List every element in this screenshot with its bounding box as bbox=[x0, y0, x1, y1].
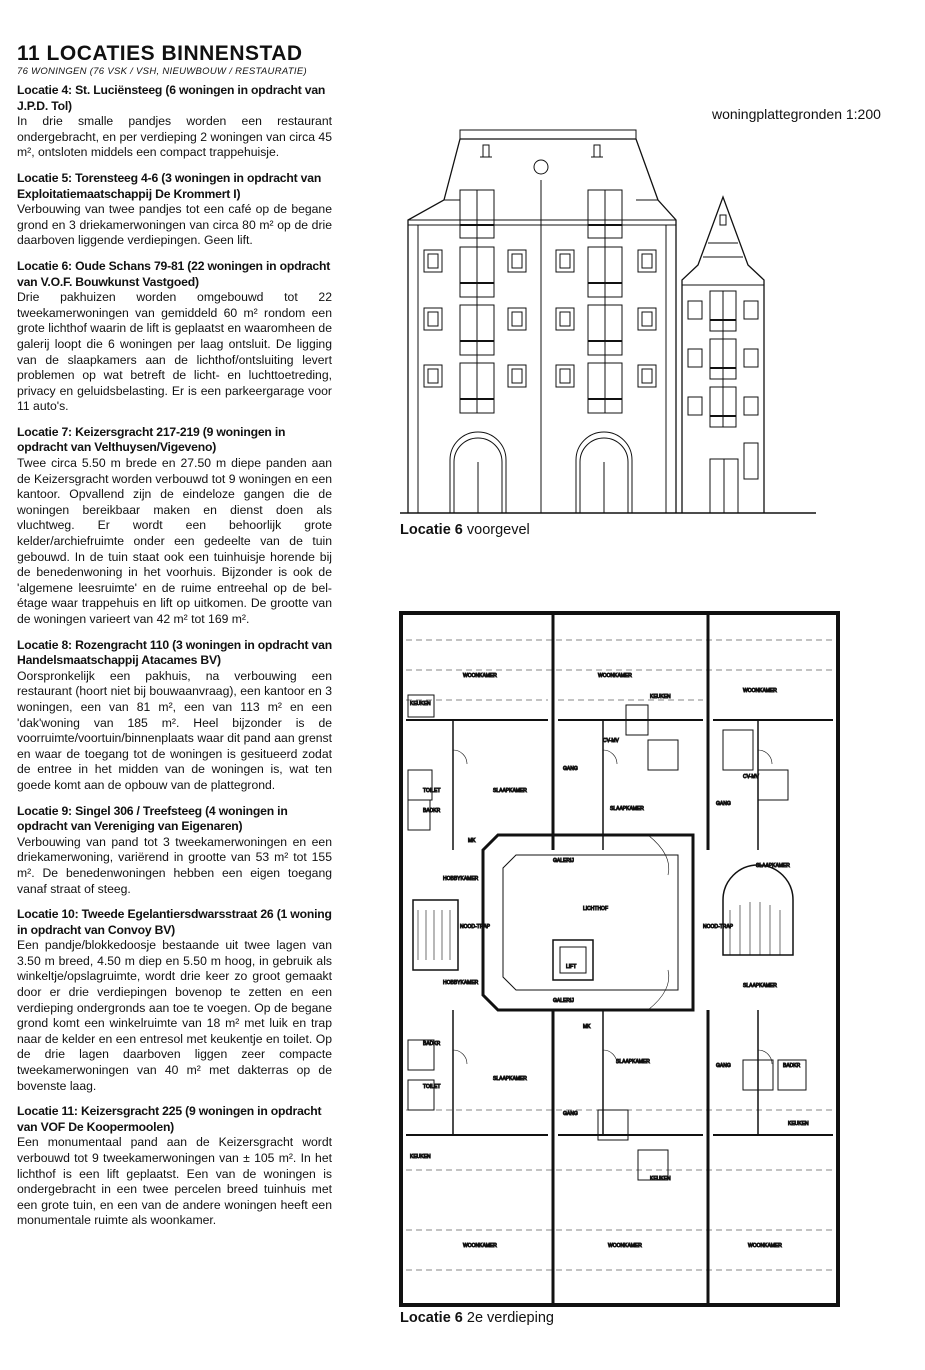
facade-caption-text: voorgevel bbox=[466, 522, 530, 538]
label-badkr: BADKR bbox=[783, 1063, 801, 1069]
facade-drawing bbox=[398, 125, 818, 520]
section-body: Een monumentaal pand aan de Keizersgracht wordt verbouwd tot 9 tweekamerwoningen van ± 105 m². In het lichthof is een lift geplaatst. Een van de woningen is ondergebracht in een twee percelen breed tuinhuis met een grote tuin, en een van de andere woningen heeft een monumentale ruimte als woonkamer. bbox=[17, 1135, 332, 1228]
page-title: 11 LOCATIES BINNENSTAD bbox=[17, 42, 303, 65]
section-locatie-8 bbox=[17, 638, 332, 794]
label-toilet: TOILET bbox=[423, 1084, 441, 1090]
label-keuken: KEUKEN bbox=[410, 701, 431, 707]
label-woonkamer: WOONKAMER bbox=[598, 673, 632, 679]
section-heading: Locatie 11: Keizersgracht 225 (9 woningen in opdracht van VOF De Koopermoolen) bbox=[17, 1104, 322, 1134]
label-cvmv: CV-MV bbox=[743, 774, 759, 780]
label-slaapkamer: SLAAPKAMER bbox=[493, 1076, 527, 1082]
label-noodtrap: NOOD-TRAP bbox=[703, 924, 733, 930]
label-toilet: TOILET bbox=[423, 788, 441, 794]
label-mk: MK bbox=[583, 1024, 591, 1030]
floor-plan-drawing bbox=[398, 610, 841, 1310]
label-woonkamer: WOONKAMER bbox=[608, 1243, 642, 1249]
label-cvmv: CV-MV bbox=[603, 738, 619, 744]
label-woonkamer: WOONKAMER bbox=[748, 1243, 782, 1249]
section-body: In drie smalle pandjes worden een restaurant ondergebracht, en per verdieping 2 woningen van circa 45 m², ontsloten middels een compact trappehuisje. bbox=[17, 114, 332, 160]
label-gang: GANG bbox=[716, 801, 731, 807]
scale-label: woningplattegronden 1:200 bbox=[712, 106, 881, 122]
label-galerij: GALERIJ bbox=[553, 998, 574, 1004]
plan-caption bbox=[400, 1310, 554, 1326]
facade-caption-location: Locatie 6 bbox=[400, 522, 463, 538]
section-locatie-11 bbox=[17, 1104, 332, 1229]
label-slaapkamer: SLAAPKAMER bbox=[610, 806, 644, 812]
label-slaapkamer: SLAAPKAMER bbox=[756, 863, 790, 869]
section-heading: Locatie 9: Singel 306 / Treefsteeg (4 woningen in opdracht van Vereniging van Eigenaren) bbox=[17, 803, 288, 834]
section-body: Verbouwing van twee pandjes tot een café op de begane grond en 3 driekamerwoningen van circa 80 m² op de drie daarboven liggende verdiepingen. Geen lift. bbox=[17, 202, 332, 248]
label-lift: LIFT bbox=[566, 964, 577, 970]
plan-caption-text: 2e verdieping bbox=[466, 1310, 554, 1326]
label-galerij: GALERIJ bbox=[553, 858, 574, 864]
facade-caption bbox=[400, 522, 530, 538]
section-heading: Locatie 7: Keizersgracht 217-219 (9 woningen in opdracht van Velthuysen/Vigeveno) bbox=[17, 424, 286, 455]
label-keuken: KEUKEN bbox=[650, 694, 671, 700]
section-locatie-10 bbox=[17, 907, 332, 1094]
section-locatie-5 bbox=[17, 171, 332, 249]
section-locatie-9 bbox=[17, 804, 332, 898]
section-body: Twee circa 5.50 m brede en 27.50 m diepe panden aan de Keizersgracht worden verbouwd tot 9 woningen en een kantoor. Opvallend zijn de eindeloze gangen die de woningen bereikbaar maken en dienst doen als vluchtweg. Er wordt een behoorlijk grote kelder/archiefruimte onder een gedeelte van de tuin gebouwd. In de tuin staat ook een tuinhuisje horende bij de benedenwoning in het voorhuis. Bijzonder is ook de 'algemene leesruimte' en de ruime entreehal op de bel-étage waar trappehuis en lift op uitkomen. De grootte van de woningen varieert van 42 m² tot 169 m². bbox=[17, 456, 332, 626]
label-slaapkamer: SLAAPKAMER bbox=[743, 983, 777, 989]
section-body: Een pandje/blokkedoosje bestaande uit twee lagen van 3.50 m breed, 4.50 m diep en 5.50 m hoog, in gebruik als winkeltje/opslagruimte, wordt drie keer zo groot gemaakt door er drie verdiepingen bovenop te zetten en een verdieping ondergronds aan toe te voegen. Op de begane grond komt een winkelruimte van 18 m² met luik en trap naar de kelder en een entresol met keukentje en toilet. Op de drie lagen daarboven liggen zeer compacte tweekamerwoningen van 40 m² met dakterras op de bovenste laag. bbox=[17, 938, 332, 1093]
label-gang: GANG bbox=[563, 1111, 578, 1117]
section-locatie-4 bbox=[17, 83, 332, 161]
label-hobbykamer: HOBBYKAMER bbox=[443, 876, 479, 882]
section-body: Verbouwing van pand tot 3 tweekamerwoningen en een driekamerwoning, variërend in grootte van 53 m² tot 155 m². De benedenwoningen hebben een eigen toegang vanaf straat of steeg. bbox=[17, 834, 332, 896]
label-slaapkamer: SLAAPKAMER bbox=[493, 788, 527, 794]
section-body: Drie pakhuizen worden omgebouwd tot 22 tweekamerwoningen van gemiddeld 60 m² rondom een grote lichthof waarin de lift is geplaatst en waaromheen de galerij loopt die 6 woningen per laag ontsluit. De ligging van de slaapkamers aan de lichthof/ontsluiting levert problemen op wat betreft de licht- en luchttoetreding, privacy en geluidsbelasting. Er is een parkeergarage voor 11 auto's. bbox=[17, 290, 332, 414]
label-woonkamer: WOONKAMER bbox=[743, 688, 777, 694]
section-heading: Locatie 6: Oude Schans 79-81 (22 woningen in opdracht van V.O.F. Bouwkunst Vastgoed) bbox=[17, 258, 331, 289]
section-body: Oorspronkelijk een pakhuis, na verbouwing een restaurant (hoort niet bij bouwaanvraag), een kantoor en 3 woningen, een van 81 m², een van 113 m² en een 'dak'woning van 185 m². Heel bijzonder is de voorruimte/voortuin/binnenplaats waar dit pand aan grenst en waar de toegang tot de woningen is gesitueerd zodat de entree in het midden van de woningen is, wat ten goede komt aan de opbouw van de plattegrond. bbox=[17, 668, 332, 792]
label-badkr: BADKR bbox=[423, 808, 441, 814]
label-lichthof: LICHTHOF bbox=[583, 906, 608, 912]
label-gang: GANG bbox=[716, 1063, 731, 1069]
label-keuken: KEUKEN bbox=[788, 1121, 809, 1127]
section-heading: Locatie 8: Rozengracht 110 (3 woningen in opdracht van Handelsmaatschappij Atacames BV) bbox=[17, 637, 332, 668]
label-hobbykamer: HOBBYKAMER bbox=[443, 980, 479, 986]
section-heading: Locatie 5: Torensteeg 4-6 (3 woningen in opdracht van Exploitatiemaatschappij De Krommert I) bbox=[17, 170, 322, 201]
label-gang: GANG bbox=[563, 766, 578, 772]
label-badkr: BADKR bbox=[423, 1041, 441, 1047]
label-noodtrap: NOOD-TRAP bbox=[460, 924, 490, 930]
label-woonkamer: WOONKAMER bbox=[463, 1243, 497, 1249]
label-slaapkamer: SLAAPKAMER bbox=[616, 1059, 650, 1065]
section-locatie-7 bbox=[17, 425, 332, 628]
section-locatie-6 bbox=[17, 259, 332, 415]
section-heading: Locatie 10: Tweede Egelantiersdwarsstraat 26 (1 woning in opdracht van Convoy BV) bbox=[17, 907, 332, 937]
plan-caption-location: Locatie 6 bbox=[400, 1310, 463, 1326]
label-woonkamer: WOONKAMER bbox=[463, 673, 497, 679]
section-heading: Locatie 4: St. Luciënsteeg (6 woningen in opdracht van J.P.D. Tol) bbox=[17, 83, 326, 113]
label-mk: MK bbox=[468, 838, 476, 844]
label-keuken: KEUKEN bbox=[650, 1176, 671, 1182]
label-keuken: KEUKEN bbox=[410, 1154, 431, 1160]
page-subtitle: 76 WONINGEN (76 VSK / VSH, NIEUWBOUW / RESTAURATIE) bbox=[17, 66, 307, 77]
text-column bbox=[17, 83, 332, 1239]
